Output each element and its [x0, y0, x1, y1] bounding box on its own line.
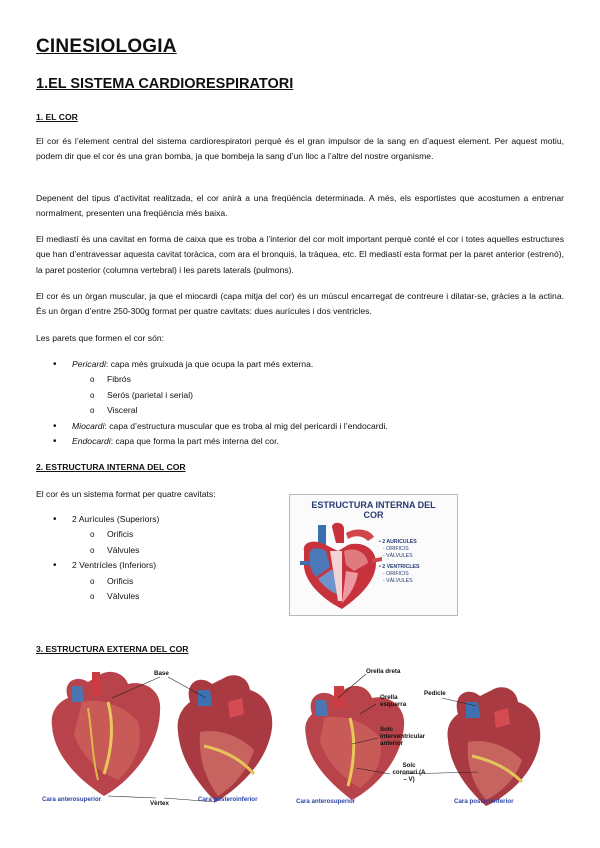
label-solc-interventricular: Solc interventricular anterior — [380, 726, 426, 747]
term-miocardi: Miocardi — [72, 420, 105, 431]
label-vertex: Vèrtex — [150, 800, 169, 807]
legend-item: - VÀLVULES — [383, 578, 413, 585]
subheading-estructura-externa: 3. ESTRUCTURA EXTERNA DEL COR — [36, 644, 189, 654]
subheading-el-cor: 1. EL COR — [36, 112, 78, 122]
heart-cross-section-illustration — [296, 521, 386, 613]
cavities-list — [36, 512, 159, 604]
external-structure-figure-left — [28, 662, 288, 817]
heart-anterior-posterior-illustration — [28, 662, 288, 817]
label-orella-esquerra: Orella esquerra — [380, 694, 407, 708]
ventricles-sublist — [72, 574, 159, 605]
figure-title-line-1: ESTRUCTURA INTERNA DEL — [311, 500, 436, 510]
term-endocardi: Endocardi — [72, 436, 111, 447]
list-item: o Fibrós — [72, 372, 388, 387]
list-item: o Visceral — [72, 403, 388, 418]
label-base: Base — [154, 670, 169, 677]
figure-legend — [379, 539, 419, 585]
paragraph-2: Depenent del tipus d’activitat realitzada, el cor anirà a una freqüència determinada. A més, els esportistes que acostumen a entrenar normalment, presenten una freqüència més baixa. — [36, 193, 564, 219]
list-item: o Orificis — [72, 574, 159, 589]
list-item — [36, 434, 388, 449]
desc-pericardi: : capa més gruixuda ja que ocupa la part més externa. — [105, 359, 314, 369]
list-item — [36, 558, 159, 604]
list-item: o Orificis — [72, 527, 159, 542]
desc-miocardi: : capa d’estructura muscular que es troba al mig del pericardi i l’endocardi. — [104, 420, 388, 431]
label-cara-posteroinferior: Cara posteroinferior — [198, 796, 258, 803]
legend-item: • 2 VENTRICLES — [379, 563, 420, 570]
cavity-ventricles: 2 Ventrícles (Inferiors) — [72, 560, 157, 571]
subheading-estructura-interna: 2. ESTRUCTURA INTERNA DEL COR — [36, 462, 186, 472]
label-solc-coronari: Solc coronari (A – V) — [392, 762, 426, 783]
legend-item: - ORIFICIS — [383, 546, 409, 553]
label-pedicle: Pedicle — [424, 690, 446, 697]
list-item — [36, 357, 388, 419]
list-item: o Serós (parietal i serial) — [72, 388, 388, 403]
layers-list — [36, 357, 388, 449]
cavity-auricules: 2 Aurícules (Superiors) — [72, 514, 160, 524]
paragraph-6: El cor és un sistema format per quatre cavitats: — [36, 489, 216, 499]
label-orella-dreta: Orella dreta — [366, 668, 401, 675]
desc-endocardi: : capa que forma la part més interna del cor. — [110, 436, 279, 447]
document-title: CINESIOLOGIA — [36, 36, 177, 57]
label-cara-anterosuperior: Cara anterosuperior — [296, 798, 356, 805]
legend-item: - VÀLVULES — [383, 553, 413, 560]
pericardi-sublist — [72, 372, 388, 418]
legend-item: - ORIFICIS — [383, 570, 409, 577]
auricules-sublist — [72, 527, 159, 558]
paragraph-5: Les parets que formen el cor són: — [36, 333, 165, 343]
figure-title — [290, 500, 457, 520]
external-structure-figure-right — [294, 662, 554, 817]
list-item: o Vàlvules — [72, 589, 159, 604]
list-item: o Vàlvules — [72, 543, 159, 558]
paragraph-1: El cor és l’element central del sistema cardiorespiratori perquè és el gran impulsor de la sang en d’aquest element. Per aquest motiu, podem dir que el cor és una gran bomba, ja que bombeja la sang d’un lloc a l’altre del nostre organisme. — [36, 136, 564, 162]
legend-item: • 2 AURICULES — [379, 539, 417, 545]
figure-title-line-2: COR — [363, 510, 384, 520]
section-heading: 1.EL SISTEMA CARDIORESPIRATORI — [36, 76, 294, 92]
label-cara-anterosuperior: Cara anterosuperior — [42, 796, 102, 803]
internal-structure-figure — [289, 494, 458, 616]
list-item — [36, 512, 159, 558]
label-cara-posteroinferior: Cara posteroinferior — [454, 798, 514, 805]
list-item — [36, 419, 388, 434]
term-pericardi: Pericardi — [72, 359, 106, 369]
paragraph-3: El mediastí és una cavitat en forma de caixa que es troba a l’interior del cor molt important perquè conté el cor i totes aquelles estructures que han d’entravessar aquesta cavitat toràcica, com ara el bronquis, la tràquea, etc. El mediastí esta format per la paret anterior (estrenó), la paret posterior (columna vertebral) i les parets laterals (pulmons). — [36, 234, 564, 275]
paragraph-4: El cor és un òrgan muscular, ja que el miocardi (capa mitja del cor) és un múscul encarregat de contreure i dilatar-se, gràcies a la actina. És un òrgan d’entre 250-300g format per quatre cavitats: dues aurícules i dos ventricles. — [36, 291, 564, 317]
